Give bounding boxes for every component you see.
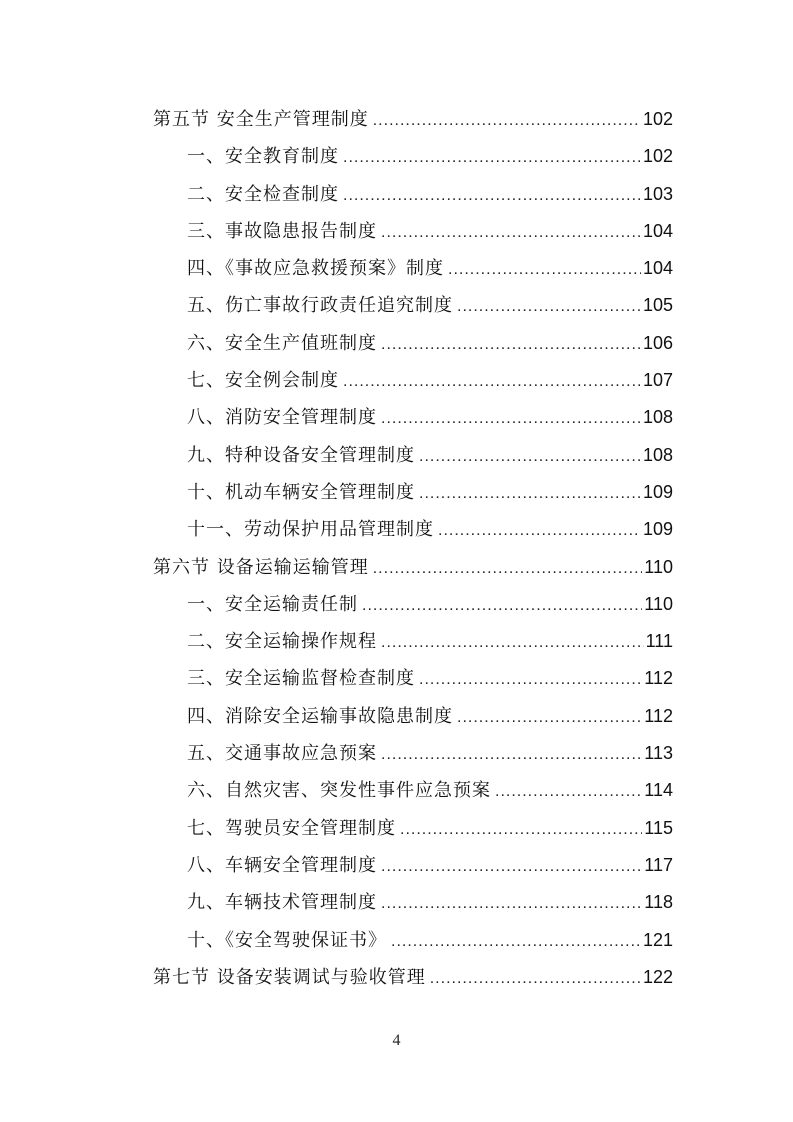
toc-dot-leader — [373, 550, 643, 587]
toc-entry[interactable] — [153, 884, 673, 921]
toc-entry-page: 108 — [642, 444, 673, 465]
toc-entry-title: 六、自然灾害、突发性事件应急预案 — [187, 780, 491, 802]
toc-entry-page: 122 — [642, 966, 673, 987]
toc-entry[interactable] — [153, 660, 673, 697]
toc-entry-title: 一、安全教育制度 — [187, 146, 339, 168]
toc-dot-leader — [419, 475, 641, 512]
toc-entry-page: 104 — [642, 220, 673, 241]
toc-entry-title: 四、《事故应急救援预案》制度 — [187, 258, 444, 280]
toc-entry-page: 112 — [644, 705, 673, 726]
toc-entry[interactable] — [153, 287, 673, 324]
toc-entry-title: 八、消防安全管理制度 — [187, 407, 377, 429]
toc-entry-title: 第六节 设备运输运输管理 — [153, 556, 369, 578]
toc-entry[interactable] — [153, 250, 673, 287]
toc-dot-leader — [343, 363, 641, 400]
toc-dot-leader — [419, 438, 641, 475]
toc-dot-leader — [457, 288, 641, 325]
toc-dot-leader — [400, 811, 642, 848]
toc-dot-leader — [343, 139, 641, 176]
toc-dot-leader — [381, 885, 642, 922]
toc-entry-title: 九、特种设备安全管理制度 — [187, 444, 415, 466]
toc-dot-leader — [430, 960, 641, 997]
toc-entry-title: 八、车辆安全管理制度 — [187, 854, 377, 876]
toc-entry[interactable] — [153, 922, 673, 959]
toc-entry-title: 十、机动车辆安全管理制度 — [187, 481, 415, 503]
toc-entry-page: 110 — [644, 556, 673, 577]
toc-entry-page: 115 — [644, 817, 673, 838]
toc-entry[interactable] — [153, 138, 673, 175]
toc-entry[interactable] — [153, 586, 673, 623]
toc-entry[interactable] — [153, 847, 673, 884]
toc-dot-leader — [381, 848, 642, 885]
toc-entry[interactable] — [153, 437, 673, 474]
toc-dot-leader — [438, 512, 641, 549]
toc-entry-page: 104 — [642, 258, 673, 279]
toc-entry[interactable] — [153, 549, 673, 586]
toc-entry[interactable] — [153, 213, 673, 250]
toc-entry-title: 五、交通事故应急预案 — [187, 743, 377, 765]
toc-dot-leader — [381, 214, 641, 251]
toc-entry-title: 七、驾驶员安全管理制度 — [187, 817, 396, 839]
toc-dot-leader — [381, 326, 641, 363]
toc-entry-title: 第五节 安全生产管理制度 — [153, 109, 369, 130]
toc-entry-title: 四、消除安全运输事故隐患制度 — [187, 705, 453, 727]
toc-entry-page: 121 — [642, 929, 673, 950]
toc-entry-page: 102 — [642, 109, 673, 129]
toc-entry[interactable] — [153, 735, 673, 772]
toc-entry-title: 十一、劳动保护用品管理制度 — [187, 519, 434, 541]
toc-entry-page: 107 — [642, 370, 673, 391]
toc-dot-leader — [381, 624, 644, 661]
toc-entry-page: 103 — [642, 183, 673, 204]
toc-dot-leader — [495, 773, 642, 810]
toc-entry-page: 102 — [642, 146, 673, 167]
toc-dot-leader — [373, 102, 641, 139]
toc-entry[interactable] — [153, 698, 673, 735]
toc-entry[interactable] — [153, 511, 673, 548]
toc-dot-leader — [381, 736, 642, 773]
toc-entry-title: 三、安全运输监督检查制度 — [187, 668, 415, 690]
toc-entry-page: 113 — [644, 743, 673, 764]
toc-entry-page: 109 — [642, 519, 673, 540]
toc-entry-page: 105 — [642, 295, 673, 316]
toc-entry-title: 二、安全检查制度 — [187, 183, 339, 205]
toc-entry-page: 110 — [644, 593, 673, 614]
toc-dot-leader — [457, 699, 642, 736]
toc-entry-page: 109 — [642, 481, 673, 502]
toc-entry[interactable] — [153, 325, 673, 362]
toc-dot-leader — [381, 400, 641, 437]
toc-entry-page: 118 — [644, 892, 673, 913]
toc-entry-page: 112 — [644, 668, 673, 689]
toc-entry[interactable] — [153, 623, 673, 660]
toc-entry-title: 一、安全运输责任制 — [187, 593, 358, 615]
toc-dot-leader — [391, 923, 641, 960]
toc-entry[interactable] — [153, 362, 673, 399]
toc-entry-title: 三、事故隐患报告制度 — [187, 220, 377, 242]
toc-entry[interactable] — [153, 474, 673, 511]
toc-dot-leader — [362, 587, 642, 624]
toc-entry[interactable] — [153, 101, 673, 138]
toc-entry[interactable] — [153, 176, 673, 213]
toc-entry-title: 六、安全生产值班制度 — [187, 332, 377, 354]
toc-dot-leader — [343, 177, 641, 214]
toc-entry[interactable] — [153, 772, 673, 809]
toc-entry-page: 106 — [642, 332, 673, 353]
toc-entry-title: 五、伤亡事故行政责任追究制度 — [187, 295, 453, 317]
toc-entry-title: 九、车辆技术管理制度 — [187, 892, 377, 914]
page-number: 4 — [392, 1032, 401, 1049]
toc-entry-page: 114 — [644, 780, 673, 801]
toc-entry-title: 第七节 设备安装调试与验收管理 — [153, 966, 426, 988]
toc-entry-title: 二、安全运输操作规程 — [187, 631, 377, 653]
toc-entry-title: 十、《安全驾驶保证书》 — [187, 929, 387, 951]
toc-entry[interactable] — [153, 399, 673, 436]
toc-dot-leader — [448, 251, 641, 288]
toc-entry-page: 117 — [644, 854, 673, 875]
toc-dot-leader — [419, 661, 642, 698]
toc-entry-page: 111 — [645, 631, 673, 652]
toc-entry[interactable] — [153, 810, 673, 847]
toc-entry-title: 七、安全例会制度 — [187, 370, 339, 392]
table-of-contents — [153, 101, 673, 996]
toc-entry[interactable] — [153, 959, 673, 996]
toc-entry-page: 108 — [642, 407, 673, 428]
